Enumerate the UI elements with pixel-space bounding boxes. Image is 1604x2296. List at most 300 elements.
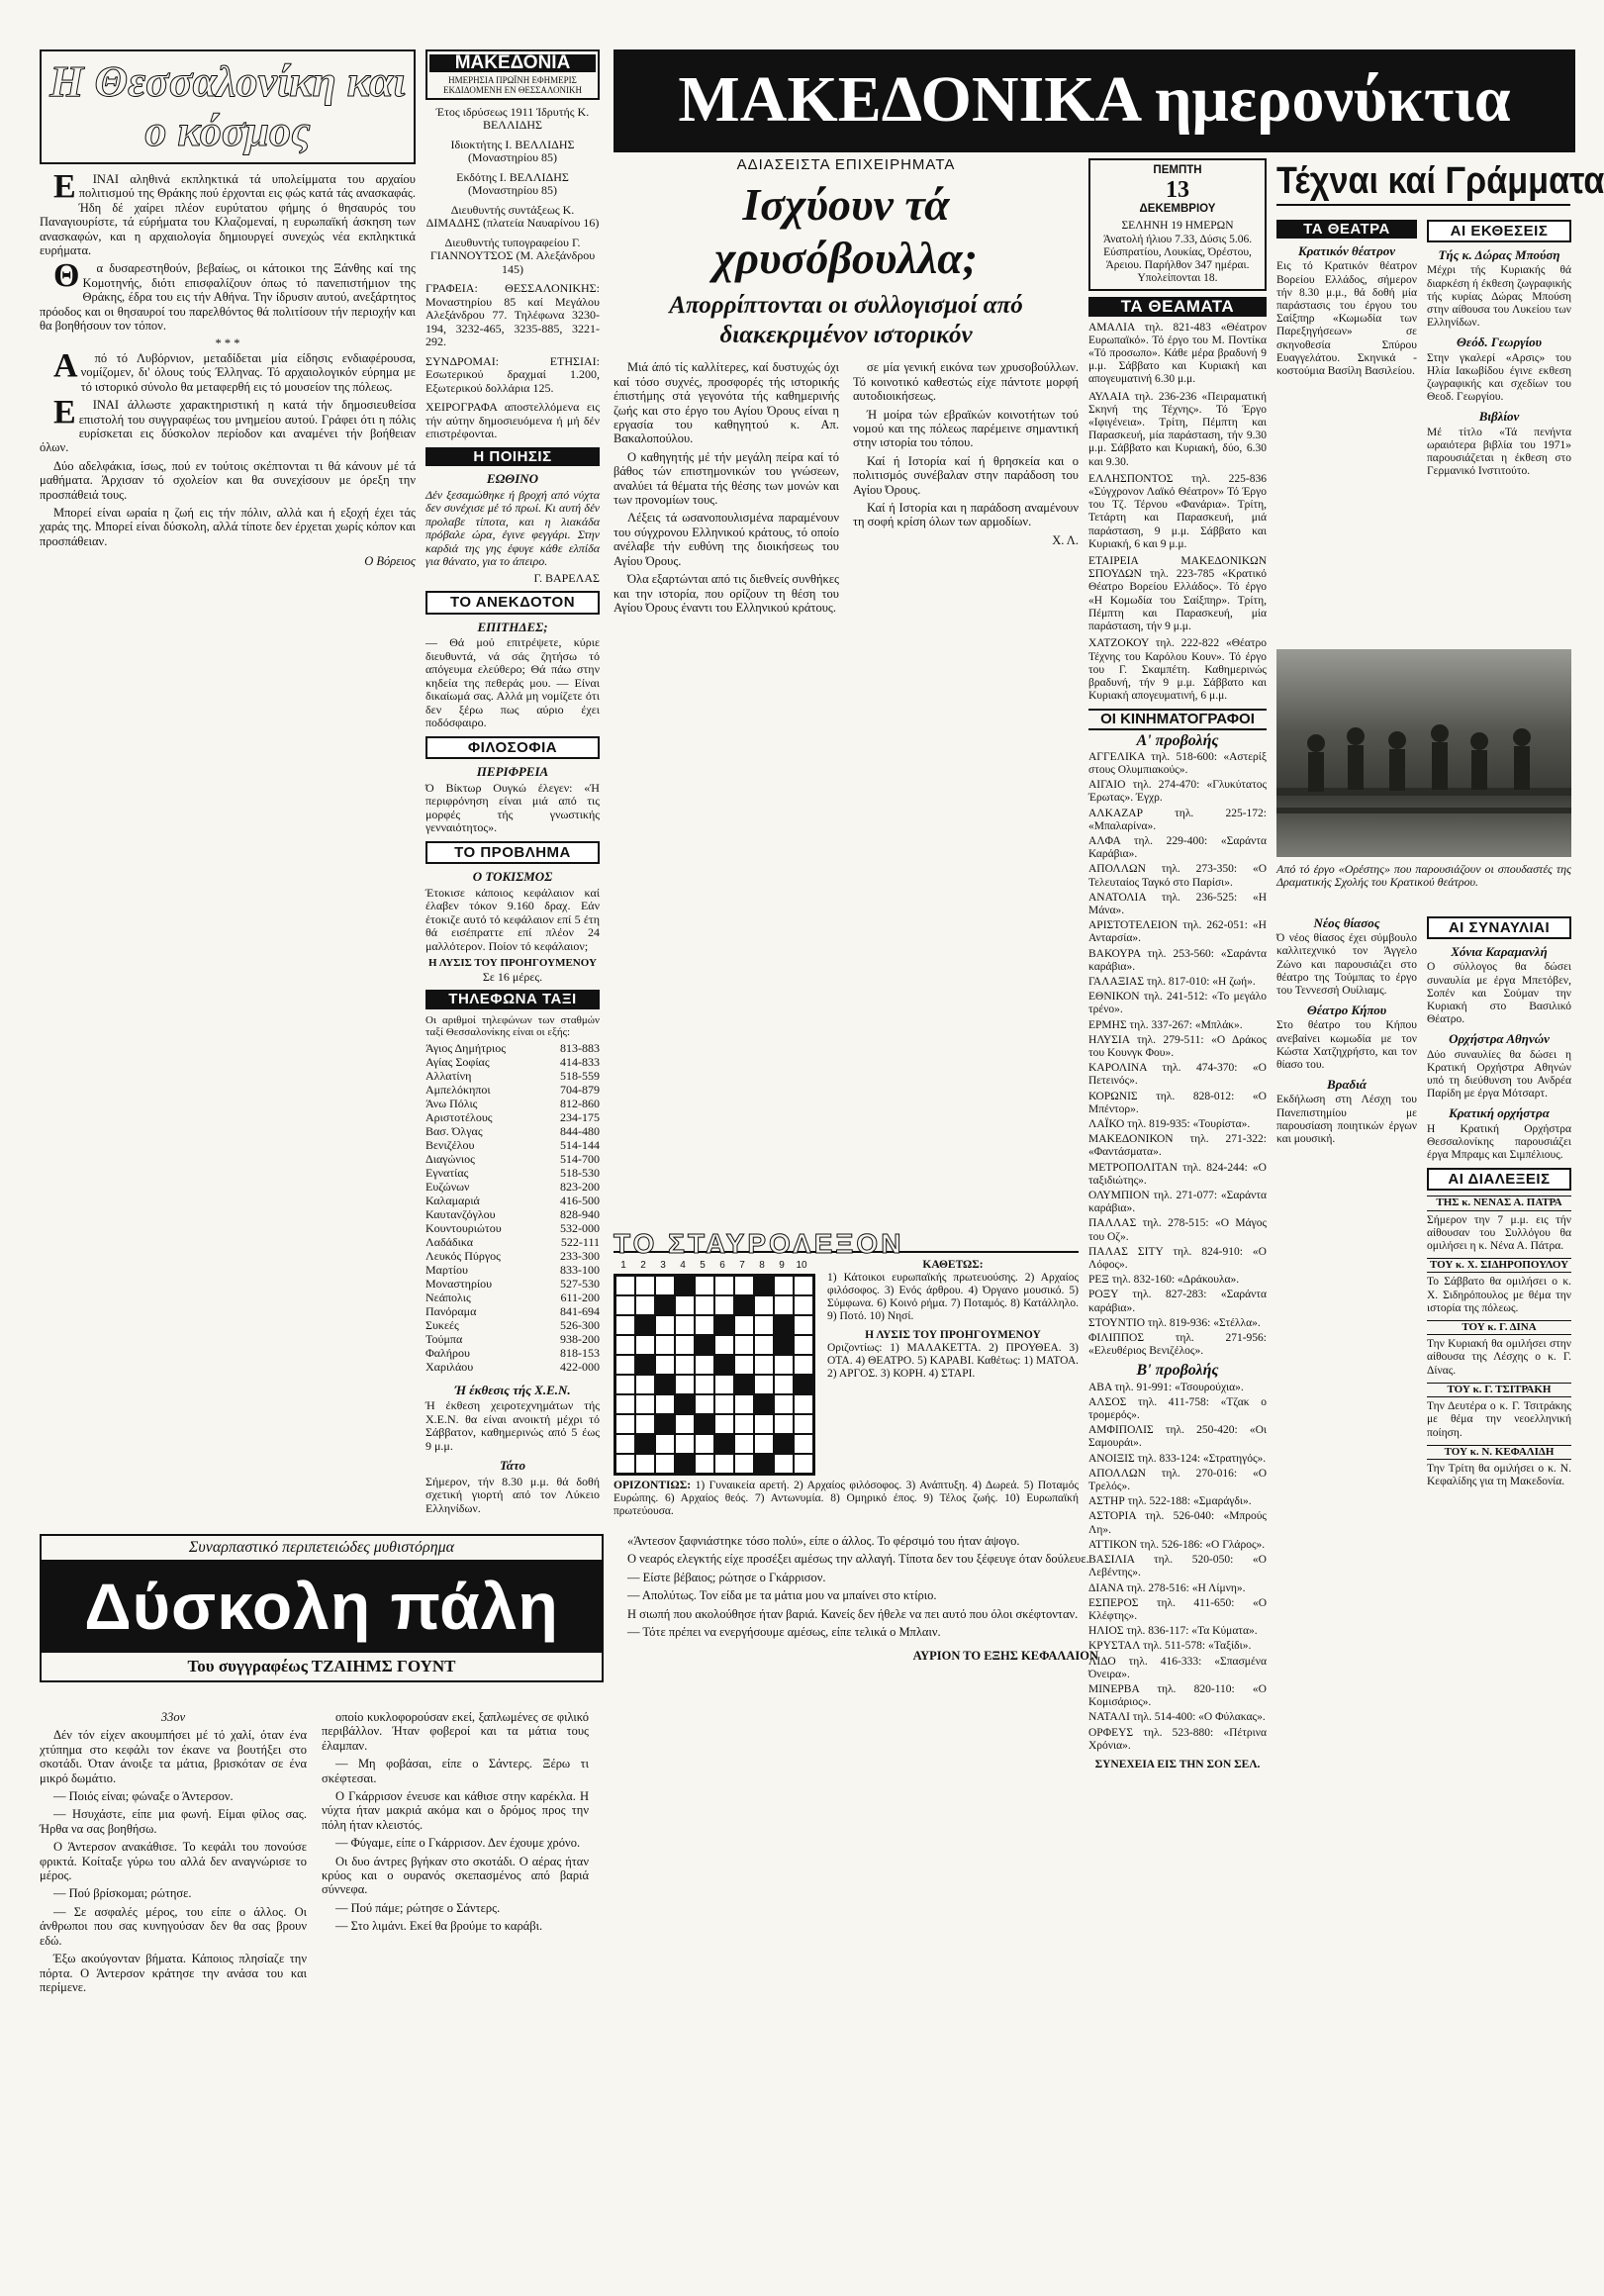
crossword-cell[interactable]: [794, 1315, 813, 1335]
thess-para-1: ΕΙΝΑΙ αληθινά εκπληκτικά τά υπολείμματα του αρχαίου πολιτισμού της Θράκης πού έρχονται εις φώς κατά τάς ανασκαφάς. Ήδη δέ χαίρει πλέον ευρύτατου φήμης ό θησαυρός του Παναγιουρίστε, τά εύρήματα του Κλαζομεναί, η ευρωπαϊκή άσκηση των ανασκαφών, και η αρχαιολογία δημιουργεί συνεχώς νέα εκπληκτικά ευρήματα.: [40, 168, 416, 258]
phone-station: Λευκός Πύργος: [425, 1248, 501, 1263]
crossword-cell[interactable]: [675, 1434, 695, 1454]
crossword-cell[interactable]: [714, 1454, 734, 1474]
crossword-cell[interactable]: [655, 1394, 675, 1414]
thess-signature: Ο Βόρειος: [364, 554, 416, 569]
arts-photo: [1276, 649, 1571, 857]
cinema-entry: ΣΤΟΥΝΤΙΟ τηλ. 819-936: «Στέλλα».: [1088, 1316, 1261, 1329]
crossword-cell[interactable]: [754, 1335, 774, 1355]
phone-row: [425, 1221, 600, 1235]
phone-number: 422-000: [560, 1359, 600, 1374]
anecdote-heading: ΤΟ ΑΝΕΚΔΟΤΟΝ: [425, 591, 600, 615]
crossword-cell[interactable]: [655, 1315, 675, 1335]
cinema-entry: ΗΛΥΣΙΑ τηλ. 279-511: «Ο Δράκος του Κουνγκ Φου».: [1088, 1033, 1267, 1059]
arts-meet-sub2: Ορχήστρα Αθηνών: [1449, 1031, 1550, 1047]
crossword-cell[interactable]: [734, 1454, 754, 1474]
crossword-cell[interactable]: [695, 1375, 714, 1394]
arts-more-sub: Νέος θίασος: [1313, 915, 1380, 930]
arts-books-heading: Βιβλίον: [1478, 409, 1520, 425]
phone-station: Άγιος Δημήτριος: [425, 1040, 506, 1055]
lecture-text: Το Σάββατο θα ομιλήσει ο κ. Χ. Σιδηρόπουλος με θέμα την ιστορία της πόλεως.: [1427, 1276, 1571, 1314]
shows-column: [1088, 158, 1267, 2256]
phones-list: [425, 1041, 600, 1374]
phone-row: [425, 1318, 600, 1332]
crossword-title: ΤΟ ΣΤΑΥΡΟΛΕΞΟΝ: [613, 1237, 1079, 1253]
arts-exhib-heading: ΑΙ ΕΚΘΕΣΕΙΣ: [1427, 220, 1571, 242]
crossword-cell[interactable]: [615, 1295, 635, 1315]
crossword-number: 3: [660, 1260, 666, 1272]
crossword-cell[interactable]: [794, 1355, 813, 1375]
cinema-entry: ΕΣΠΕΡΟΣ τηλ. 411-650: «Ο Κλέφτης».: [1088, 1596, 1267, 1622]
masthead-tagline: ΗΜΕΡΗΣΙΑ ΠΡΩΪΝΗ ΕΦΗΜΕΡΙΣ ΕΚΔΙΔΟΜΕΝΗ ΕΝ ΘΕΣΣΑΛΟΝΙΚΗ: [442, 74, 583, 95]
crossword-cell[interactable]: [695, 1315, 714, 1335]
cinema-entry: ΑΒΑ τηλ. 91-991: «Τσουρούχια».: [1088, 1381, 1244, 1393]
crossword-black-cell: [635, 1355, 655, 1375]
phone-row: [425, 1166, 600, 1180]
phone-row: [425, 1083, 600, 1097]
phone-station: Βενιζέλου: [425, 1137, 475, 1152]
crossword-cell[interactable]: [615, 1355, 635, 1375]
arts-exhib-text: Μέχρι τής Κυριακής θά διαρκέση ή έκθεση ζωγραφικής τής κυρίας Δώρας Μπούση στην αίθουσα του Λυκείου των Ελληνίδων.: [1427, 264, 1571, 330]
cinema-entry: ΚΑΡΟΛΙΝΑ τηλ. 474-370: «Ο Πετεινός».: [1088, 1062, 1267, 1088]
first-run-heading: Α' προβολής: [1136, 731, 1219, 749]
crossword-cell[interactable]: [635, 1414, 655, 1434]
phone-station: Λαδάδικα: [425, 1234, 474, 1249]
story-a4: Όλα εξαρτώνται από τις διεθνείς συνθήκες και την ιστορία, που ορίζουν τη θέση του Αγίου Όρους έναντι του Ελληνικού κράτους.: [613, 572, 839, 615]
serial-title: Δύσκολη πάλη: [84, 1570, 559, 1643]
first-run-list: [1088, 751, 1267, 1359]
shows-heading: ΤΑ ΘΕΑΜΑΤΑ: [1088, 297, 1267, 316]
serial-p6: — Σε ασφαλές μέρος, του είπε ο άλλος. Οι άνθρωποι που σας κυνηγούσαν δεν θα σας βρουν εδώ.: [40, 1904, 307, 1948]
crossword-cell[interactable]: [734, 1315, 754, 1335]
cinema-entry: ΒΑΚΟΥΡΑ τηλ. 253-560: «Σαράντα καράβια».: [1088, 947, 1267, 973]
cinema-entry: ΠΑΛΛΑΣ τηλ. 278-515: «Ο Μάγος του Οζ».: [1088, 1217, 1267, 1243]
problem-title: Ο ΤΟΚΙΣΜΟΣ: [472, 869, 553, 884]
crossword-cell[interactable]: [695, 1355, 714, 1375]
crossword-cell[interactable]: [714, 1375, 734, 1394]
crossword-cell[interactable]: [615, 1276, 635, 1295]
phone-station: Αγίας Σοφίας: [425, 1054, 490, 1069]
arts-meet-text: Ο σύλλογος θα δώσει συναυλία με έργα Μπετόβεν, Σοπέν και Σούμαν την Κυριακή στο Βασιλικό Θέατρο.: [1427, 961, 1571, 1026]
cinema-entry: ΡΟΞΥ τηλ. 827-283: «Σαράντα καράβια».: [1088, 1289, 1267, 1314]
phone-row: [425, 1138, 600, 1152]
crossword-black-cell: [675, 1276, 695, 1295]
crossword-cell[interactable]: [615, 1434, 635, 1454]
crossword-cell[interactable]: [714, 1276, 734, 1295]
arts-exhib-sub: Τής κ. Δώρας Μπούση: [1438, 247, 1560, 263]
arts-books-text: Μέ τίτλο «Τά πενήντα ωραιότερα βιβλία του 1971» παρουσιάζεται η έκθεση στο Γερμανικό Ινστιτούτο.: [1427, 426, 1571, 478]
crossword-cell[interactable]: [635, 1276, 655, 1295]
crossword-cell[interactable]: [635, 1375, 655, 1394]
date-day: ΠΕΜΠΤΗ: [1153, 164, 1202, 176]
serial-r5: Η σιωπή που ακολούθησε ήταν βαριά. Κανείς δεν ήθελε να πει αυτό που όλοι σκέφτονταν.: [627, 1606, 1079, 1621]
crossword-cell[interactable]: [675, 1355, 695, 1375]
arts-meet-heading: ΑΙ ΣΥΝΑΥΛΙΑΙ: [1427, 916, 1571, 939]
crossword-cell[interactable]: [675, 1414, 695, 1434]
crossword-cell[interactable]: [774, 1414, 794, 1434]
phone-row: [425, 1277, 600, 1291]
serial-section: [40, 1534, 1108, 2256]
thess-para-5: Δύο αδελφάκια, ίσως, πού εν τούτοις σκέπτονται τι θά κάνουν μέ τά μαθήματα. Άρχισαν τό σχολείον και θα συνεχίσουν με όρεξη την προσπάθειά τους.: [40, 458, 416, 502]
serial-q1: οποίο κυκλοφορούσαν εκεί, ξαπλωμένες σε φιλικό περιβάλλον. Ήταν φοβεροί και τα μάτια τους έλαμπαν.: [322, 1710, 589, 1753]
serial-p3: — Ησυχάστε, είπε μια φωνή. Είμαι φίλος σας. Ήρθα να σας βοηθήσω.: [40, 1807, 307, 1836]
phone-number: 518-530: [560, 1165, 600, 1180]
crossword-cell[interactable]: [734, 1355, 754, 1375]
phone-row: [425, 1097, 600, 1110]
cinema-entry: ΚΡΥΣΤΑΛ τηλ. 511-578: «Ταξίδι».: [1088, 1640, 1252, 1653]
phone-row: [425, 1291, 600, 1304]
crossword-number: 7: [739, 1260, 745, 1272]
crossword-cell[interactable]: [615, 1335, 635, 1355]
crossword-cell[interactable]: [675, 1375, 695, 1394]
cinema-entry: ΕΘΝΙΚΟΝ τηλ. 241-512: «Το μεγάλο τρένο».: [1088, 991, 1267, 1016]
phone-station: Κουντουριώτου: [425, 1220, 502, 1235]
thess-column: [40, 49, 416, 1524]
crossword-cell[interactable]: [615, 1315, 635, 1335]
exhibition-heading: Ή έκθεσις τής Χ.Ε.Ν.: [454, 1382, 571, 1397]
cinema-entry: ΗΛΙΟΣ τηλ. 836-117: «Τα Κύματα».: [1088, 1625, 1258, 1638]
poetry-heading: Η ΠΟΙΗΣΙΣ: [425, 447, 600, 467]
crossword-number: 1: [620, 1260, 626, 1272]
crossword-cell[interactable]: [794, 1414, 813, 1434]
crossword-cell[interactable]: [695, 1394, 714, 1414]
phone-row: [425, 1110, 600, 1124]
story-col-b: [853, 360, 1079, 619]
phone-number: 233-300: [560, 1248, 600, 1263]
crossword-cell[interactable]: [794, 1276, 813, 1295]
crossword-black-cell: [774, 1434, 794, 1454]
crossword-cell[interactable]: [655, 1355, 675, 1375]
poetry-author: Γ. ΒΑΡΕΛΑΣ: [533, 570, 600, 585]
story-b2: Ή μοίρα τών εβραϊκών κοινοτήτων τού νομού και της πόλεως παρέμεινε σημαντική στην ιστορία του τόπου.: [853, 407, 1079, 450]
cinema-entry: ΑΓΓΕΛΙΚΑ τηλ. 518-600: «Αστερίξ στους Ολυμπιακούς».: [1088, 750, 1267, 776]
crossword-clues-down: [827, 1259, 1079, 1475]
masthead-print: Διευθυντής τυπογραφείου Γ. ΓΙΑΝΝΟΥΤΣΟΣ (Μ. Αλεξάνδρου 145): [429, 235, 596, 276]
phone-number: 828-940: [560, 1206, 600, 1221]
arts-theatre-sub: Κρατικόν θέατρον: [1297, 243, 1396, 259]
crossword-cell[interactable]: [774, 1394, 794, 1414]
serial-p7: Έξω ακούγονταν βήματα. Κάποιος πλησίαζε την πόρτα. Ο Άντερσον κράτησε την ανάσα του και περίμενε.: [40, 1952, 307, 1994]
shows-continued: ΣΥΝΕΧΕΙΑ ΕΙΣ ΤΗΝ ΣΟΝ ΣΕΛ.: [1094, 1758, 1261, 1770]
theatres-list: [1088, 322, 1267, 704]
moon-phase: ΣΕΛΗΝΗ 19 ΗΜΕΡΩΝ: [1121, 220, 1234, 233]
lecture-speaker: ΤΟΥ κ. Γ. ΔΙΝΑ: [1427, 1320, 1571, 1335]
cinema-entry: ΑΡΙΣΤΟΤΕΛΕΙΟΝ τηλ. 262-051: «Η Ανταρσία».: [1088, 919, 1267, 945]
crossword-down-clues: 1) Κάτοικοι ευρωπαϊκής πρωτευούσης. 2) Αρχαίος φιλόσοφος. 3) Ενός άρθρου. 4) Όργανο μουσικό. 5) Σύμφωνα. 6) Κοινό ρήμα. 7) Ποταμός. 8) Κατάλληλο. 9) Ποτό. 10) Νησί.: [827, 1272, 1079, 1323]
masthead-column: [425, 49, 600, 1524]
phone-station: Άνω Πόλις: [425, 1096, 478, 1110]
serial-r2: Ο νεαρός ελεγκτής είχε προσέξει αμέσως την αλλαγή. Τίποτα δεν του ξέφευγε όταν δούλευε.: [627, 1552, 1089, 1567]
crossword-cell[interactable]: [695, 1276, 714, 1295]
phone-row: [425, 1249, 600, 1263]
crossword-cell[interactable]: [615, 1375, 635, 1394]
cinema-entry: ΑΛΣΟΣ τηλ. 411-758: «Τζακ ο τρομερός».: [1088, 1395, 1267, 1422]
separator-stars: * * *: [215, 336, 240, 351]
phone-station: Αλλατίνη: [425, 1068, 472, 1083]
phone-row: [425, 1180, 600, 1194]
phone-station: Βασ. Όλγας: [425, 1123, 483, 1138]
cinema-entry: ΛΙΔΟ τηλ. 416-333: «Σπασμένα Όνειρα».: [1088, 1655, 1267, 1680]
phone-station: Συκεές: [425, 1317, 459, 1332]
crossword-black-cell: [655, 1414, 675, 1434]
crossword-cell[interactable]: [695, 1434, 714, 1454]
crossword-cell[interactable]: [754, 1414, 774, 1434]
cinema-entry: ΜΑΚΕΔΟΝΙΚΟΝ τηλ. 271-322: «Φαντάσματα».: [1088, 1133, 1267, 1159]
phone-number: 514-144: [560, 1137, 600, 1152]
poetry-text: Δέν ξεσαμώθηκε ή βροχή από νύχτα δεν συνέχισε μέ τό πρωί. Κι αυτή δέν προλαβε τίποτα, και η λιακάδα πρόβαλε ώρα, έγινε φεγγάρι. Στην καρδιά της γης έφυγε κάθε ελπίδα για θάνατο, για το άπειρο.: [425, 487, 600, 568]
crossword-black-cell: [754, 1454, 774, 1474]
cinema-entry: ΑΛΦΑ τηλ. 229-400: «Σαράντα Καράβια».: [1088, 834, 1267, 861]
crossword-cell[interactable]: [754, 1295, 774, 1315]
crossword-grid[interactable]: [613, 1274, 815, 1476]
phone-station: Νεάπολις: [425, 1290, 471, 1304]
phone-station: Καυτανζόγλου: [425, 1206, 496, 1221]
theatre-entry: ΧΑΤΖΟΚΟΥ τηλ. 222-822 «Θέατρο Τέχνης του Καρόλου Κουν». Τό έργο του Γ. Σκαμπέτη. Καθημερινώς βραδυνή, τήν 9 μ.μ. Σάββατο και Κυριακή απογευματινή, 6 μ.μ.: [1088, 637, 1267, 703]
phone-number: 812-860: [560, 1096, 600, 1110]
crossword-cell[interactable]: [794, 1295, 813, 1315]
cinema-entry: ΑΙΓΑΙΟ τηλ. 274-470: «Γλυκύτατος Έρωτας». Έγχρ.: [1088, 779, 1267, 805]
arts-more-text2: Στο θέατρο του Κήπου ανεβαίνει κωμωδία με τον Κώστα Χατζηχρήστο, και τον θίασο του.: [1276, 1019, 1417, 1072]
crossword-cell[interactable]: [714, 1295, 734, 1315]
exhibition-text: Ή έκθεση χειροτεχνημάτων τής Χ.Ε.Ν. θα είναι ανοικτή μέχρι τό Σάββατον, καθημερινώς από 5 έως 9 μ.μ.: [425, 1398, 600, 1453]
phone-row: [425, 1263, 600, 1277]
arts-more-sub3: Βραδιά: [1326, 1077, 1368, 1093]
serial-r4: — Απολύτως. Τον είδα με τα μάτια μου να μπαίνει στο κτίριο.: [627, 1588, 937, 1603]
story-title: Ισχύουν τά χρυσόβουλλα;: [713, 179, 979, 284]
phone-number: 526-300: [560, 1317, 600, 1332]
phone-row: [425, 1235, 600, 1249]
phone-station: Πανόραμα: [425, 1303, 477, 1318]
theatre-entry: ΕΤΑΙΡΕΙΑ ΜΑΚΕΔΟΝΙΚΩΝ ΣΠΟΥΔΩΝ τηλ. 223-785 «Κρατικό Θέατρο Βορείου Ελλάδος». Τό έργο «Η Κομωδία του Σαίξπηρ». Τρίτη, Πέμπτη και Παρασκευή, μία παράσταση, τήν 9 μ.μ.: [1088, 555, 1267, 633]
serial-q2: — Μη φοβάσαι, είπε ο Σάντερς. Ξέρω τι σκέφτεσαι.: [322, 1757, 589, 1785]
crossword-black-cell: [675, 1394, 695, 1414]
crossword-section: [613, 1228, 1080, 1524]
arts-lectures-list: [1427, 1196, 1571, 1488]
phone-station: Ευζώνων: [425, 1179, 470, 1194]
crossword-cell[interactable]: [754, 1434, 774, 1454]
arts-meet-text2: Δύο συναυλίες θα δώσει η Κρατική Ορχήστρα Αθηνών υπό τη διεύθυνση του Ανδρέα Παρίδη με έργα Μότσαρτ.: [1427, 1048, 1571, 1100]
serial-q4: — Φύγαμε, είπε ο Γκάρρισον. Δεν έχουμε χρόνο.: [335, 1836, 581, 1851]
crossword-cell[interactable]: [635, 1394, 655, 1414]
cinema-entry: ΡΕΞ τηλ. 832-160: «Δράκουλα».: [1088, 1274, 1240, 1287]
phone-number: 841-694: [560, 1303, 600, 1318]
cinema-entry: ΑΣΤΟΡΙΑ τηλ. 526-040: «Μπρούς Λη».: [1088, 1510, 1267, 1536]
crossword-cell[interactable]: [695, 1295, 714, 1315]
crossword-black-cell: [635, 1315, 655, 1335]
crossword-cell[interactable]: [655, 1335, 675, 1355]
phone-station: Φαλήρου: [425, 1345, 470, 1360]
phone-number: 414-833: [560, 1054, 600, 1069]
lecture-text: Σήμερον την 7 μ.μ. εις τήν αίθουσαν του Συλλόγου θα ομιλήσει η κ. Νένα Α. Πάτρα.: [1427, 1213, 1571, 1253]
phone-station: Μοναστηρίου: [425, 1276, 493, 1291]
crossword-black-cell: [774, 1315, 794, 1335]
crossword-cell[interactable]: [734, 1394, 754, 1414]
phone-number: 611-200: [560, 1290, 600, 1304]
phone-number: 813-883: [560, 1040, 600, 1055]
crossword-cell[interactable]: [794, 1434, 813, 1454]
phone-number: 938-200: [560, 1331, 600, 1346]
cinema-entry: ΝΑΤΑΛΙ τηλ. 514-400: «Ο Φύλακας».: [1088, 1711, 1266, 1724]
arts-more-sub2: Θέατρο Κήπου: [1306, 1003, 1387, 1018]
crossword-cell[interactable]: [615, 1394, 635, 1414]
cinema-entry: ΜΙΝΕΡΒΑ τηλ. 820-110: «Ο Κομισάριος».: [1088, 1682, 1267, 1709]
crossword-across-clues: 1) Γυναικεία αρετή. 2) Αρχαίος φιλόσοφος. 3) Ανάπτυξη. 4) Δωρεά. 5) Ποταμός Ευρώπης. 6) Αρχαίος θεός. 7) Αντωνυμία. 8) Ομηρικό έπος. 9) Τέλος ζωής. 10) Ευρωπαϊκή πρωτεύουσα.: [613, 1479, 1080, 1517]
crossword-cell[interactable]: [635, 1295, 655, 1315]
crossword-cell[interactable]: [714, 1394, 734, 1414]
cinema-entry: ΑΤΤΙΚΟΝ τηλ. 526-186: «Ο Γλάρος».: [1088, 1538, 1266, 1551]
nights-title: ΜΑΚΕΔΟΝΙΚΑ ημερονύκτια: [678, 63, 1511, 136]
crossword-cell[interactable]: [675, 1315, 695, 1335]
phone-station: Εγνατίας: [425, 1165, 469, 1180]
crossword-cell[interactable]: [754, 1315, 774, 1335]
arts-exhib-text2: Στην γκαλερί «Αρσις» του Ηλία Ιακωβίδου έγινε εκθεση ζωγραφικής και σχεδίων του Θεοδ. Γεωργίου.: [1427, 351, 1571, 404]
masthead-editor: Διευθυντής συντάξεως Κ. ΔΙΜΑΔΗΣ (πλατεία Ναυαρίνου 16): [425, 202, 600, 230]
phone-station: Μαρτίου: [425, 1262, 468, 1277]
cinema-entry: ΠΑΛΑΣ ΣΙΤΥ τηλ. 824-910: «Ο Λόφος».: [1088, 1245, 1267, 1272]
crossword-cell[interactable]: [635, 1335, 655, 1355]
theatre-entry: ΕΛΛΗΣΠΟΝΤΟΣ τηλ. 225-836 «Σύγχρονον Λαϊκό Θέατρον» Τό Έργο του Τζ. Τέρνου «Φανάρια». Τρίτη, Τετάρτη και Παρασκευή, μιά παράσταση, 9 μ.μ. Σάββατο και Κυριακή, 6 και 9 μ.μ.: [1088, 472, 1267, 550]
serial-r1: «Άντεσον ξαφνιάστηκε τόσο πολύ», είπε ο άλλος. Το φέρσιμό του ήταν άψογο.: [627, 1534, 1020, 1548]
masthead-offices: ΓΡΑΦΕΙΑ: ΘΕΣΣΑΛΟΝΙΚΗΣ: Μοναστηρίου 85 καί Μεγάλου Αλεξάνδρου 77. Τηλέφωνα 3230-194, 3232-465, 3235-885, 3221-292.: [425, 281, 600, 348]
crossword-down-heading: ΚΑΘΕΤΩΣ:: [922, 1259, 984, 1272]
phone-number: 527-530: [560, 1276, 600, 1291]
arts-theatre-col: [1276, 214, 1417, 639]
crossword-cell[interactable]: [734, 1434, 754, 1454]
cinema-entry: ΑΝΑΤΟΛΙΑ τηλ. 236-525: «Η Μάνα».: [1088, 891, 1267, 916]
serial-r6: — Τότε πρέπει να ενεργήσουμε αμέσως, είπε τελικά ο Μπλαιν.: [627, 1625, 941, 1640]
cinema-entry: ΑΠΟΛΛΩΝ τηλ. 273-350: «Ο Τελευταίος Ταγκό στο Παρίσι».: [1088, 863, 1267, 889]
story-col-a: [613, 360, 839, 619]
crossword-black-cell: [695, 1335, 714, 1355]
crossword-cell[interactable]: [774, 1375, 794, 1394]
phone-number: 818-153: [560, 1345, 600, 1360]
crossword-across-heading: ΟΡΙΖΟΝΤΙΩΣ:: [613, 1479, 692, 1491]
crossword-cell[interactable]: [794, 1394, 813, 1414]
serial-episode: 33ον: [160, 1710, 186, 1724]
poetry-title: ΕΩΘΙΝΟ: [486, 471, 539, 486]
arts-photo-caption: Από τό έργο «Ορέστης» που παρουσιάζουν οι σπουδαστές της Δραματικής Σχολής του Κρατικού θεάτρου.: [1276, 862, 1571, 889]
second-run-heading: Β' προβολής: [1136, 1362, 1219, 1380]
phone-station: Αριστοτέλους: [425, 1109, 493, 1124]
phone-row: [425, 1055, 600, 1069]
crossword-cell[interactable]: [734, 1335, 754, 1355]
philosophy-title: ΠΕΡΙΦΡΕΙΑ: [476, 764, 549, 779]
philosophy-text: Ό Βίκτωρ Ουγκώ έλεγεν: «Ή περιφρόνηση είναι μιά από τις μορφές τής γνωστικής γενναιότητος».: [425, 780, 600, 834]
date-number: 13: [1166, 177, 1189, 204]
story-signature: Χ. Λ.: [1052, 532, 1079, 547]
crossword-black-cell: [695, 1414, 714, 1434]
cinema-heading: ΟΙ ΚΙΝΗΜΑΤΟΓΡΑΦΟΙ: [1088, 709, 1267, 729]
nights-banner: [613, 49, 1575, 152]
serial-col-3: [613, 1534, 1098, 2254]
serial-banner: [40, 1534, 604, 1682]
crossword-cell[interactable]: [754, 1355, 774, 1375]
cinema-entry: ΟΛΥΜΠΙΟΝ τηλ. 271-077: «Σαράντα καράβια».: [1088, 1190, 1267, 1215]
serial-q3: Ο Γκάρρισον ένευσε και κάθισε στην καρέκλα. Η νύχτα ήταν μακριά ακόμα και ο δρόμος προς την πόλη ήταν κλειστός.: [322, 1789, 589, 1832]
arts-exhib-col: [1427, 214, 1571, 639]
arts-more-text3: Εκδήλωση στη Λέσχη του Πανεπιστημίου με παρουσίαση ποιητικών έργων και μουσική.: [1276, 1094, 1417, 1146]
cinema-entry: ΒΑΣΙΛΙΑ τηλ. 520-050: «Ο Λεβέντης».: [1088, 1554, 1267, 1579]
serial-q6: — Πού πάμε; ρώτησε ο Σάντερς.: [335, 1900, 501, 1915]
phone-number: 532-000: [560, 1220, 600, 1235]
phone-number: 518-559: [560, 1068, 600, 1083]
crossword-cell[interactable]: [734, 1276, 754, 1295]
arts-meet-text3: Η Κρατική Ορχήστρα Θεσσαλονίκης παρουσιάζει έργα Μπραμς και Σιμπέλιους.: [1427, 1122, 1571, 1162]
crossword-cell[interactable]: [615, 1414, 635, 1434]
cinema-entry: ΔΙΑΝΑ τηλ. 278-516: «Η Λίμνη».: [1088, 1581, 1246, 1594]
crossword-cell[interactable]: [774, 1454, 794, 1474]
crossword-cell[interactable]: [714, 1414, 734, 1434]
story-b1: σε μία γενική εικόνα των χρυσοβούλλων. Τό κοινοτικό καθεστώς είχε πάντοτε μορφή αυτοδιοικήσεως.: [853, 360, 1079, 404]
phone-station: Διαγώνιος: [425, 1151, 475, 1166]
crossword-clues-across: [613, 1480, 1079, 1518]
cinema-entry: ΑΠΟΛΛΩΝ τηλ. 270-016: «Ο Τρελός».: [1088, 1467, 1267, 1493]
phone-number: 416-500: [560, 1193, 600, 1207]
serial-p1: Δέν τόν είχεν ακουμπήσει μέ τό χαλί, όταν ένα χτύπημα στο κεφάλι τον έκανε να βουτήξει στο σκοτάδι. Όταν άνοιξε τα μάτια, βρισκόταν σε ένα μικρό δωμάτιο.: [40, 1728, 307, 1785]
crossword-cell[interactable]: [774, 1355, 794, 1375]
crossword-body: [613, 1259, 1079, 1475]
crossword-cell[interactable]: [655, 1276, 675, 1295]
crossword-black-cell: [635, 1434, 655, 1454]
cinema-entry: ΑΜΦΙΠΟΛΙΣ τηλ. 250-420: «Οι Σαμουράι».: [1088, 1424, 1267, 1450]
crossword-black-cell: [655, 1295, 675, 1315]
crossword-cell[interactable]: [794, 1335, 813, 1355]
lecture-text: Την Δευτέρα ο κ. Γ. Τσιτράκης με θέμα την νεοελληνική ποίηση.: [1427, 1400, 1571, 1439]
crossword-column-numbers: [613, 1259, 815, 1273]
crossword-cell[interactable]: [615, 1454, 635, 1474]
cinema-entry: ΕΡΜΗΣ τηλ. 337-267: «Μπλάκ».: [1088, 1018, 1243, 1031]
crossword-cell[interactable]: [754, 1375, 774, 1394]
crossword-cell[interactable]: [695, 1454, 714, 1474]
phone-row: [425, 1332, 600, 1346]
crossword-black-cell: [655, 1375, 675, 1394]
story-b3: Καί ή Ιστορία καί ή θρησκεία και ο πολιτισμός συνέβαλαν στην παράδοση του Αγίου Όρους.: [853, 453, 1079, 497]
arts-exhib-sub2: Θεόδ. Γεωργίου: [1456, 335, 1543, 350]
lecture-speaker: ΤΟΥ κ. Ν. ΚΕΦΑΛΙΔΗ: [1427, 1445, 1571, 1460]
phone-row: [425, 1124, 600, 1138]
lecture-speaker: ΤΟΥ κ. Γ. ΤΣΙΤΡΑΚΗ: [1427, 1383, 1571, 1397]
phone-number: 844-480: [560, 1123, 600, 1138]
crossword-cell[interactable]: [714, 1335, 734, 1355]
date-month: ΔΕΚΕΜΒΡΙΟΥ: [1139, 203, 1216, 216]
story-kicker: ΑΔΙΑΣΕΙΣΤΑ ΕΠΙΧΕΙΡΗΜΑΤΑ: [736, 156, 956, 173]
crossword-cell[interactable]: [774, 1276, 794, 1295]
crossword-cell[interactable]: [675, 1295, 695, 1315]
phone-row: [425, 1346, 600, 1360]
crossword-number: 6: [719, 1260, 725, 1272]
crossword-black-cell: [714, 1355, 734, 1375]
arts-section: [1276, 158, 1604, 2256]
crossword-cell[interactable]: [774, 1295, 794, 1315]
crossword-cell[interactable]: [675, 1335, 695, 1355]
masthead-publisher: Εκδότης Ι. ΒΕΛΛΙΔΗΣ (Μοναστηρίου 85): [456, 169, 569, 197]
crossword-cell[interactable]: [794, 1454, 813, 1474]
arts-col-left: [1276, 910, 1417, 2256]
date-box: [1088, 158, 1267, 291]
masthead-box: [425, 49, 600, 100]
story-a1: Μιά άπό τίς καλλίτερες, καί δυστυχώς όχι καί τόσο συχνές, προσφορές τής ιστορικής έπιστήμης στά γεγονότα τής καθημερινής ζωής και στο έργο του Αγίου Όρους είναι η εργασία του καθηγητού κ. Απ. Βακαλοπούλου.: [613, 360, 839, 446]
crossword-cell[interactable]: [635, 1454, 655, 1474]
phone-number: 823-200: [560, 1179, 600, 1194]
crossword-cell[interactable]: [734, 1414, 754, 1434]
crossword-black-cell: [734, 1375, 754, 1394]
story-b4: Καί ή Ιστορία και η παράδοση αναμένουν τη σοφή κρίση όλων των αρμοδίων.: [853, 501, 1079, 529]
crossword-cell[interactable]: [655, 1434, 675, 1454]
phone-station: Τούμπα: [425, 1331, 463, 1346]
crossword-cell[interactable]: [655, 1454, 675, 1474]
phone-row: [425, 1360, 600, 1374]
crossword-black-cell: [754, 1276, 774, 1295]
